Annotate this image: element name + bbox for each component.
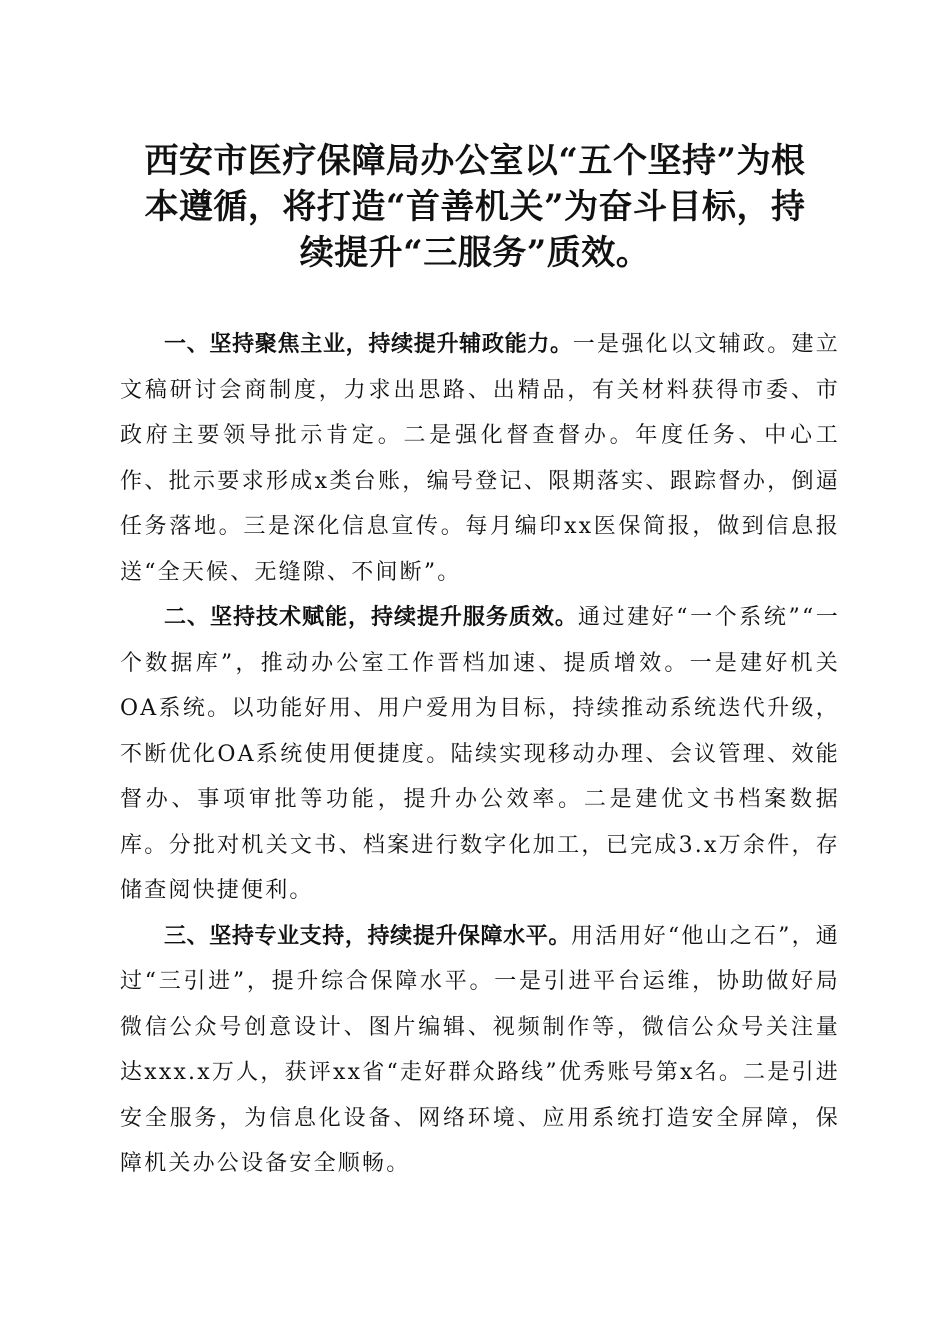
paragraph-1-heading: 一、坚持聚焦主业，持续提升辅政能力。 (164, 332, 573, 357)
document-title (110, 138, 840, 276)
paragraph-3-heading: 三、坚持专业支持，持续提升保障水平。 (164, 923, 571, 949)
title-line-1: 西安市医疗保障局办公室以“五个坚持”为根 (144, 141, 806, 181)
paragraph-3-text: 用活用好“他山之石”，通过“三引进”，提升综合保障水平。一是引进平台运维，协助做好局微信公众号创意设计、图片编辑、视频制作等，微信公众号关注量达xxx.x万人，获评xx省“走好群众路线”优秀账号第x名。二是引进安全服务，为信息化设备、网络环境、应用系统打造安全屏障，保障机关办公设备安全顺畅。 (120, 923, 840, 1176)
title-line-2: 本遵循，将打造“首善机关”为奋斗目标，持 (144, 187, 806, 227)
paragraph-3 (120, 914, 840, 1187)
paragraph-2 (120, 595, 840, 914)
paragraph-1-text: 一是强化以文辅政。建立文稿研讨会商制度，力求出思路、出精品，有关材料获得市委、市政府主要领导批示肯定。二是强化督查督办。年度任务、中心工作、批示要求形成x类台账，编号登记、限期落实、跟踪督办，倒逼任务落地。三是深化信息宣传。每月编印xx医保简报，做到信息报送“全天候、无缝隙、不间断”。 (120, 332, 841, 585)
paragraph-2-text: 通过建好“一个系统”“一个数据库”，推动办公室工作晋档加速、提质增效。一是建好机关OA系统。以功能好用、用户爱用为目标，持续推动系统迭代升级，不断优化OA系统使用便捷度。陆续实现移动办理、会议管理、效能督办、事项审批等功能，提升办公效率。二是建优文书档案数据库。分批对机关文书、档案进行数字化加工，已完成3.x万余件，存储查阅快捷便利。 (120, 605, 840, 903)
title-line-3: 续提升“三服务”质效。 (299, 233, 651, 273)
document-body (120, 322, 840, 1187)
paragraph-1 (120, 322, 840, 595)
paragraph-2-heading: 二、坚持技术赋能，持续提升服务质效。 (164, 605, 578, 630)
